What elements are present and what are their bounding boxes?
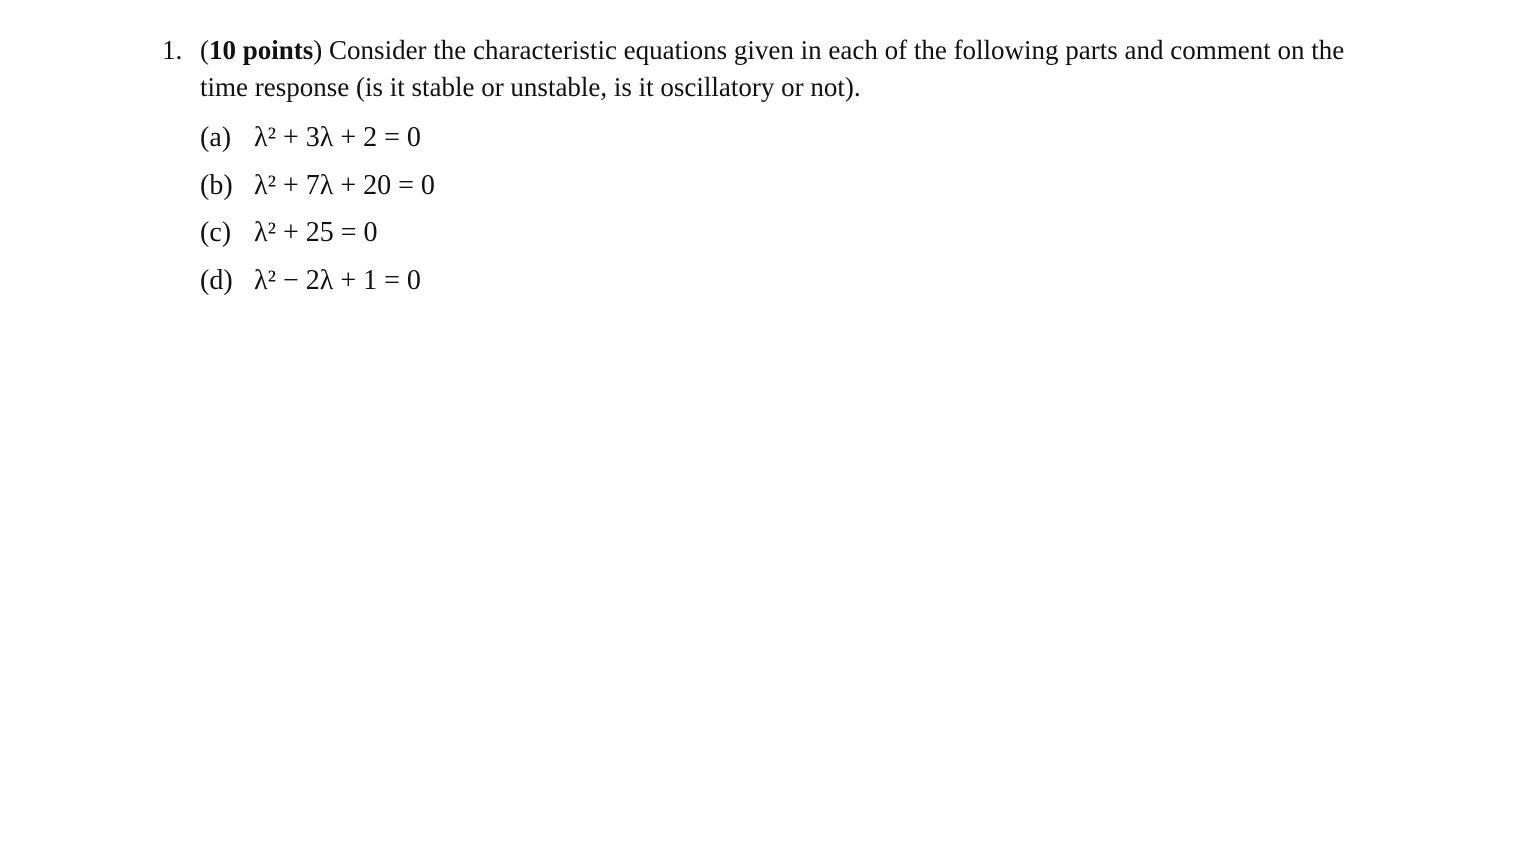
part-label: (b) — [200, 169, 233, 201]
points-paren-open: ( — [200, 35, 209, 65]
parts-list — [200, 122, 1362, 312]
part-b — [200, 170, 1362, 218]
problem-1 — [162, 32, 1362, 312]
points-paren-close: ) — [313, 35, 323, 65]
equation: λ² − 2λ + 1 = 0 — [254, 264, 421, 296]
problem-number: 1. — [162, 35, 183, 65]
part-label: (d) — [200, 264, 233, 296]
part-label: (a) — [200, 122, 232, 153]
problem-text: Consider the characteristic equations given in each of the following parts and comment on the time response (is it stable or unstable, is it oscillatory or not). — [200, 35, 1345, 102]
equation: λ² + 3λ + 2 = 0 — [254, 122, 421, 153]
part-d — [200, 265, 1362, 313]
equation: λ² + 7λ + 20 = 0 — [254, 169, 435, 201]
equation: λ² + 25 = 0 — [254, 217, 378, 248]
problem-statement — [162, 32, 1362, 106]
part-c — [200, 217, 1362, 265]
part-label: (c) — [200, 217, 232, 248]
part-a — [200, 122, 1362, 170]
points-label: 10 points — [209, 35, 314, 65]
